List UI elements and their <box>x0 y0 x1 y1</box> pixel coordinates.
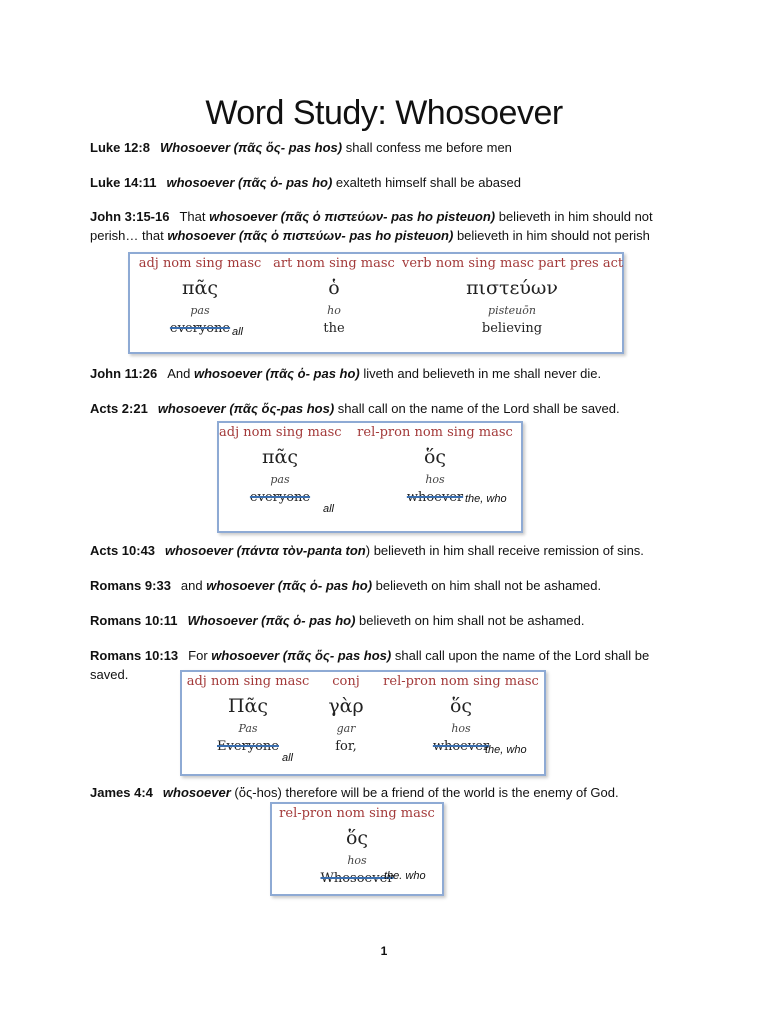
verse-ref: John 3:15-16 <box>90 209 170 224</box>
verse-text: shall call upon the name of the Lord shall be saved. <box>90 648 650 682</box>
greek-word: πᾶς <box>182 277 218 299</box>
verse-keyword-2: whosoever (πᾶς ὁ πιστεύων- pas ho pisteuon) <box>167 228 454 243</box>
greek-word: ὅς <box>449 695 473 717</box>
greek-word: πᾶς <box>262 446 298 468</box>
verse-pre: That <box>179 209 210 224</box>
verse-ref: Acts 2:21 <box>90 401 148 416</box>
verse-keyword: whosoever (πᾶς ὁ- pas ho) <box>166 175 333 190</box>
handwritten-note: the. who <box>384 870 426 882</box>
handwritten-note: the, who <box>485 744 527 756</box>
verse-john-3-15 <box>90 207 680 245</box>
parsing-header: adj nom sing masc <box>219 425 342 440</box>
parsing-column <box>402 254 622 336</box>
gloss: the <box>323 321 345 336</box>
verse-keyword: whosoever (πᾶς ὅς-pas hos) <box>157 401 335 416</box>
handwritten-note: all <box>282 752 294 764</box>
gloss: whoever <box>432 739 490 754</box>
greek-word: ὅς <box>423 446 447 468</box>
verse-ref: Romans 9:33 <box>90 578 171 593</box>
transliteration: Pas <box>238 722 258 735</box>
gloss: Everyone <box>217 739 279 754</box>
verse-text-2: believeth in him should not perish <box>453 228 650 243</box>
verse-ref: John 11:26 <box>90 366 158 381</box>
parsing-header: art nom sing masc <box>273 256 395 271</box>
parsing-header: adj nom sing masc <box>186 674 310 689</box>
verse-ref: Acts 10:43 <box>90 543 156 558</box>
verse-luke-14-11 <box>90 173 680 192</box>
parsing-header: rel-pron nom sing masc <box>383 674 539 689</box>
parsing-column <box>219 423 341 505</box>
verse-pre: And <box>167 366 194 381</box>
verse-keyword: whosoever (πᾶς ὁ- pas ho) <box>206 578 373 593</box>
handwritten-note: all <box>323 503 335 515</box>
parsing-column <box>130 254 270 336</box>
parsing-box-acts-2-21 <box>217 421 523 533</box>
transliteration: gar <box>336 722 356 735</box>
verse-text: believeth on him shall not be ashamed. <box>355 613 585 628</box>
gloss: everyone <box>249 490 311 505</box>
parsing-header: adj nom sing masc <box>138 256 262 271</box>
parsing-box-john-3-15 <box>128 252 624 354</box>
page-number: 1 <box>380 944 388 958</box>
parsing-column <box>314 672 378 754</box>
verse-text: liveth and believeth in me shall never die. <box>359 366 602 381</box>
parsing-header: rel-pron nom sing masc <box>357 425 513 440</box>
transliteration: hos <box>425 473 445 486</box>
verse-ref: James 4:4 <box>90 785 153 800</box>
verse-text: shall confess me before men <box>342 140 512 155</box>
transliteration: ho <box>327 304 341 317</box>
verse-luke-12-8 <box>90 138 680 157</box>
gloss: believing <box>481 321 543 336</box>
verse-text: ) believeth in him shall receive remission of sins. <box>365 543 644 558</box>
verse-james-4-4 <box>90 783 680 802</box>
parsing-column <box>378 672 544 754</box>
parsing-header: verb nom sing masc part pres act <box>402 256 624 271</box>
verse-text: shall call on the name of the Lord shall be saved. <box>334 401 620 416</box>
handwritten-note: the, who <box>465 493 507 505</box>
verse-ref: Luke 14:11 <box>90 175 157 190</box>
transliteration: pisteuōn <box>488 304 536 317</box>
greek-word: Πᾶς <box>227 695 269 717</box>
parsing-box-james-4-4 <box>270 802 444 896</box>
verse-pre: For <box>188 648 212 663</box>
verse-acts-10-43 <box>90 541 680 560</box>
verse-romans-10-11 <box>90 611 680 630</box>
verse-keyword: whosoever (πᾶς ὁ πιστεύων- pas ho pisteuon) <box>209 209 496 224</box>
gloss: Whosoever <box>320 871 394 886</box>
handwritten-note: all <box>232 326 244 338</box>
gloss: for, <box>335 739 357 754</box>
verse-john-11-26 <box>90 364 680 383</box>
verse-acts-2-21 <box>90 399 680 418</box>
parsing-column <box>270 254 398 336</box>
verse-romans-9-33 <box>90 576 680 595</box>
parsing-box-romans-10-13 <box>180 670 546 776</box>
greek-word: ὁ <box>328 277 340 299</box>
verse-ref: Romans 10:11 <box>90 613 178 628</box>
page-title: Word Study: Whosoever <box>205 94 563 132</box>
gloss: everyone <box>169 321 231 336</box>
greek-word: ὅς <box>345 827 369 849</box>
verse-keyword: whosoever <box>162 785 231 800</box>
verse-text: exalteth himself shall be abased <box>332 175 521 190</box>
greek-word: πιστεύων <box>466 277 558 299</box>
verse-pre: and <box>180 578 207 593</box>
parsing-column <box>182 672 314 754</box>
parsing-header: rel-pron nom sing masc <box>279 806 435 821</box>
verse-ref: Romans 10:13 <box>90 648 179 663</box>
gloss: whoever <box>406 490 464 505</box>
verse-text: believeth in him should not perish… that <box>90 209 653 243</box>
transliteration: hos <box>451 722 471 735</box>
transliteration: pas <box>190 304 210 317</box>
verse-keyword: whosoever (πᾶς ὁ- pas ho) <box>193 366 360 381</box>
verse-keyword: whosoever (πάντα τὸν-panta ton <box>165 543 366 558</box>
parsing-header: conj <box>332 674 360 689</box>
verse-ref: Luke 12:8 <box>90 140 150 155</box>
transliteration: pas <box>270 473 290 486</box>
greek-word: γὰρ <box>328 695 364 717</box>
verse-keyword: Whosoever (πᾶς ὁ- pas ho) <box>187 613 356 628</box>
verse-keyword: Whosoever (πᾶς ὅς- pas hos) <box>159 140 343 155</box>
verse-text: (ὅς-hos) therefore will be a friend of the world is the enemy of God. <box>230 785 619 800</box>
verse-text: believeth on him shall not be ashamed. <box>372 578 602 593</box>
transliteration: hos <box>347 854 367 867</box>
verse-keyword: whosoever (πᾶς ὅς- pas hos) <box>211 648 392 663</box>
